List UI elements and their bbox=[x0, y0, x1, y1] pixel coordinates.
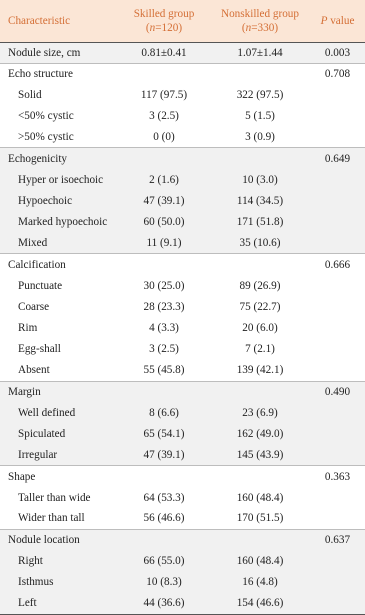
nonskilled-value: 1.07±1.44 bbox=[210, 42, 310, 63]
header-nonskilled-group: Nonskilled group (n=330) bbox=[221, 7, 299, 34]
skilled-value: 44 (36.6) bbox=[118, 593, 210, 614]
nonskilled-value: 16 (4.8) bbox=[242, 576, 278, 589]
nonskilled-value bbox=[210, 63, 310, 84]
nonskilled-value: 322 (97.5) bbox=[236, 88, 284, 101]
table-row bbox=[0, 487, 365, 508]
row-label: <50% cystic bbox=[18, 110, 74, 123]
table-row-group bbox=[0, 63, 365, 84]
skilled-value: 117 (97.5) bbox=[140, 88, 188, 101]
row-label: Echo structure bbox=[0, 63, 118, 84]
nonskilled-value bbox=[210, 529, 310, 550]
table-row bbox=[0, 169, 365, 190]
table-row bbox=[0, 360, 365, 381]
p-value bbox=[310, 84, 365, 105]
nonskilled-value bbox=[210, 148, 310, 169]
skilled-value: 11 (9.1) bbox=[146, 237, 182, 250]
table-header bbox=[0, 0, 365, 42]
row-label: Margin bbox=[0, 381, 118, 402]
p-value bbox=[310, 593, 365, 614]
table-row bbox=[0, 402, 365, 423]
p-value: 0.666 bbox=[310, 254, 365, 275]
skilled-value: 3 (2.5) bbox=[149, 343, 179, 356]
nonskilled-value: 89 (26.9) bbox=[239, 279, 281, 292]
p-value bbox=[310, 317, 365, 338]
row-label: Rim bbox=[18, 322, 38, 335]
p-value bbox=[310, 551, 365, 572]
row-label: Egg-shall bbox=[18, 343, 61, 356]
nonskilled-value: 160 (48.4) bbox=[236, 555, 284, 568]
skilled-value: 55 (45.8) bbox=[143, 364, 185, 377]
skilled-value: 47 (39.1) bbox=[143, 194, 185, 207]
row-label: Wider than tall bbox=[18, 512, 85, 525]
table-row-group bbox=[0, 148, 365, 169]
header-skilled-group: Skilled group (n=120) bbox=[133, 7, 195, 34]
row-label: Nodule size, cm bbox=[0, 42, 118, 63]
p-value bbox=[310, 445, 365, 466]
skilled-value bbox=[118, 254, 210, 275]
p-value bbox=[310, 275, 365, 296]
p-value: 0.363 bbox=[310, 466, 365, 487]
skilled-value: 8 (6.6) bbox=[149, 406, 179, 419]
row-label: Shape bbox=[0, 466, 118, 487]
skilled-value: 4 (3.3) bbox=[149, 322, 179, 335]
row-label: Left bbox=[0, 593, 118, 614]
p-value bbox=[310, 169, 365, 190]
skilled-value: 56 (46.6) bbox=[143, 512, 185, 525]
table-row-group bbox=[0, 254, 365, 275]
table-body bbox=[0, 42, 365, 614]
row-label: Coarse bbox=[18, 300, 50, 313]
table-row bbox=[0, 296, 365, 317]
nonskilled-value: 10 (3.0) bbox=[242, 173, 278, 186]
row-label: Absent bbox=[18, 364, 50, 377]
nonskilled-value: 5 (1.5) bbox=[245, 110, 275, 123]
skilled-value: 2 (1.6) bbox=[149, 173, 179, 186]
row-label: Right bbox=[18, 555, 43, 568]
row-label: Marked hypoechoic bbox=[18, 216, 108, 229]
nonskilled-value: 20 (6.0) bbox=[242, 322, 278, 335]
p-value bbox=[310, 127, 365, 148]
nonskilled-value: 139 (42.1) bbox=[236, 364, 284, 377]
table-row bbox=[0, 233, 365, 254]
nonskilled-value: 145 (43.9) bbox=[236, 448, 284, 461]
row-label: Isthmus bbox=[18, 576, 54, 589]
table-row bbox=[0, 127, 365, 148]
row-label: Nodule location bbox=[0, 529, 118, 550]
table-row bbox=[0, 84, 365, 105]
table-row bbox=[0, 339, 365, 360]
p-value bbox=[310, 572, 365, 593]
header-characteristic: Characteristic bbox=[8, 14, 71, 27]
p-value: 0.649 bbox=[310, 148, 365, 169]
p-value bbox=[310, 233, 365, 254]
skilled-value: 64 (53.3) bbox=[143, 491, 185, 504]
row-label: Hyper or isoechoic bbox=[18, 173, 104, 186]
p-value bbox=[310, 339, 365, 360]
nonskilled-value: 162 (49.0) bbox=[236, 427, 284, 440]
skilled-value: 0 (0) bbox=[153, 131, 175, 144]
nonskilled-value bbox=[210, 466, 310, 487]
p-value: 0.708 bbox=[310, 63, 365, 84]
header-skilled-label: Skilled group bbox=[133, 7, 195, 20]
p-value: 0.490 bbox=[310, 381, 365, 402]
table-row bbox=[0, 593, 365, 614]
row-label: Punctuate bbox=[18, 279, 63, 292]
table-row bbox=[0, 212, 365, 233]
p-value bbox=[310, 360, 365, 381]
skilled-value: 47 (39.1) bbox=[143, 448, 185, 461]
skilled-value: 0.81±0.41 bbox=[118, 42, 210, 63]
p-value bbox=[310, 508, 365, 529]
row-label: Well defined bbox=[18, 406, 76, 419]
skilled-value: 3 (2.5) bbox=[149, 110, 179, 123]
p-value bbox=[310, 487, 365, 508]
row-label: Spiculated bbox=[18, 427, 66, 440]
nonskilled-value: 171 (51.8) bbox=[236, 216, 284, 229]
nonskilled-value: 154 (46.6) bbox=[210, 593, 310, 614]
table-row bbox=[0, 445, 365, 466]
p-value: 0.637 bbox=[310, 529, 365, 550]
skilled-value bbox=[118, 63, 210, 84]
nonskilled-value: 3 (0.9) bbox=[245, 131, 275, 144]
header-nonskilled-label: Nonskilled group bbox=[221, 7, 299, 20]
skilled-value: 30 (25.0) bbox=[143, 279, 185, 292]
nonskilled-value: 170 (51.5) bbox=[236, 512, 284, 525]
p-value bbox=[310, 190, 365, 211]
p-value bbox=[310, 402, 365, 423]
nonskilled-value: 7 (2.1) bbox=[245, 343, 275, 356]
p-value bbox=[310, 296, 365, 317]
table-row bbox=[0, 551, 365, 572]
table-row bbox=[0, 572, 365, 593]
row-label: Irregular bbox=[18, 448, 58, 461]
header-p-value: P value bbox=[320, 14, 355, 27]
table-row bbox=[0, 275, 365, 296]
row-label: Calcification bbox=[0, 254, 118, 275]
p-value bbox=[310, 212, 365, 233]
table-row-group bbox=[0, 529, 365, 550]
row-label: >50% cystic bbox=[18, 131, 74, 144]
skilled-value bbox=[118, 466, 210, 487]
skilled-value: 65 (54.1) bbox=[143, 427, 185, 440]
table-row bbox=[0, 106, 365, 127]
p-value bbox=[310, 423, 365, 444]
nonskilled-value bbox=[210, 381, 310, 402]
table-row-group bbox=[0, 381, 365, 402]
table-row bbox=[0, 423, 365, 444]
table-row bbox=[0, 508, 365, 529]
skilled-value bbox=[118, 381, 210, 402]
p-value: 0.003 bbox=[310, 42, 365, 63]
nonskilled-value: 160 (48.4) bbox=[236, 491, 284, 504]
row-label: Hypoechoic bbox=[18, 194, 73, 207]
table-row bbox=[0, 317, 365, 338]
row-label: Echogenicity bbox=[0, 148, 118, 169]
nonskilled-value: 23 (6.9) bbox=[242, 406, 278, 419]
table-row-group bbox=[0, 42, 365, 63]
table-row-group bbox=[0, 466, 365, 487]
row-label: Solid bbox=[18, 88, 42, 101]
skilled-value: 60 (50.0) bbox=[143, 216, 185, 229]
skilled-value: 66 (55.0) bbox=[143, 555, 185, 568]
nonskilled-value: 35 (10.6) bbox=[239, 237, 281, 250]
nonskilled-value: 114 (34.5) bbox=[236, 194, 284, 207]
row-label: Taller than wide bbox=[18, 491, 91, 504]
skilled-value bbox=[118, 148, 210, 169]
row-label: Mixed bbox=[18, 237, 48, 250]
p-value bbox=[310, 106, 365, 127]
nonskilled-value bbox=[210, 254, 310, 275]
nonskilled-value: 75 (22.7) bbox=[239, 300, 281, 313]
skilled-value: 28 (23.3) bbox=[143, 300, 185, 313]
skilled-value: 10 (8.3) bbox=[146, 576, 182, 589]
skilled-value bbox=[118, 529, 210, 550]
table-row bbox=[0, 190, 365, 211]
